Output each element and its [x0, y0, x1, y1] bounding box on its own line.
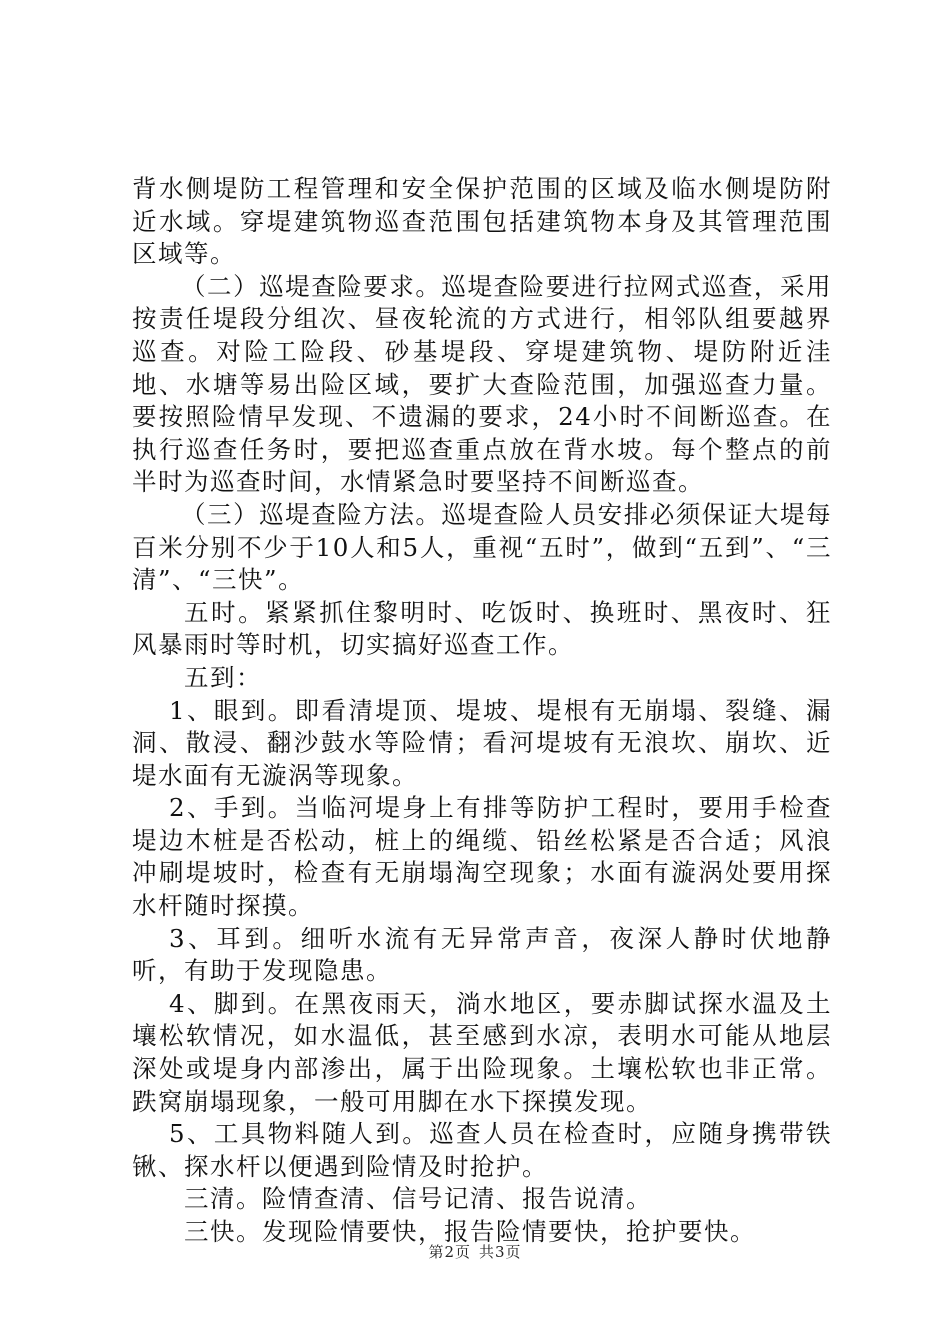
paragraph-ears: 3、耳到。细听水流有无异常声音，夜深人静时伏地静听，有助于发现隐患。	[132, 923, 832, 986]
paragraph-requirements: （二）巡堤查险要求。巡堤查险要进行拉网式巡查，采用按责任堤段分组次、昼夜轮流的方式进行，相邻队组要越界巡查。对险工险段、砂基堤段、穿堤建筑物、堤防附近洼地、水塘等易出险区域，要扩大查险范围，加强巡查力量。要按照险情早发现、不遗漏的要求，24小时不间断巡查。在执行巡查任务时，要把巡查重点放在背水坡。每个整点的前半时为巡查时间，水情紧急时要坚持不间断巡查。	[132, 271, 832, 497]
page-total: 共3页	[479, 1243, 522, 1261]
paragraph-five-to-heading: 五到：	[184, 662, 262, 692]
paragraph-feet: 4、脚到。在黑夜雨天，淌水地区，要赤脚试探水温及土壤松软情况，如水温低，甚至感到水凉，表明水可能从地层深处或堤身内部渗出，属于出险现象。土壤松软也非正常。跌窝崩塌现象，一般可用脚在水下探摸发现。	[132, 988, 832, 1116]
paragraph-tools: 5、工具物料随人到。巡查人员在检查时，应随身携带铁锹、探水杆以便遇到险情及时抢护。	[132, 1119, 832, 1181]
paragraph-hands: 2、手到。当临河堤身上有排等防护工程时，要用手检查堤边木桩是否松动，桩上的绳缆、铅丝松紧是否合适；风浪冲刷堤坡时，检查有无崩塌淘空现象；水面有漩涡处要用探水杆随时探摸。	[132, 793, 832, 921]
paragraph-methods: （三）巡堤查险方法。巡堤查险人员安排必须保证大堤每百米分别不少于10人和5人，重视“五时”，做到“五到”、“三清”、“三快”。	[132, 499, 832, 595]
paragraph-five-times: 五时。紧紧抓住黎明时、吃饭时、换班时、黑夜时、狂风暴雨时等时机，切实搞好巡查工作。	[132, 597, 832, 660]
page-footer	[0, 1241, 950, 1262]
document-body	[132, 173, 832, 1249]
paragraph-three-fast: 三快。发现险情要快，报告险情要快，抢护要快。	[184, 1217, 756, 1246]
paragraph-eyes: 1、眼到。即看清堤顶、堤坡、堤根有无崩塌、裂缝、漏洞、散浸、翻沙鼓水等险情；看河堤坡有无浪坎、崩坎、近堤水面有无漩涡等现象。	[132, 695, 832, 790]
paragraph-scope-continued: 背水侧堤防工程管理和安全保护范围的区域及临水侧堤防附近水域。穿堤建筑物巡查范围包括建筑物本身及其管理范围区域等。	[132, 174, 832, 269]
paragraph-three-clear: 三清。险情查清、信号记清、报告说清。	[184, 1184, 652, 1214]
page-number: 第2页	[428, 1243, 471, 1261]
